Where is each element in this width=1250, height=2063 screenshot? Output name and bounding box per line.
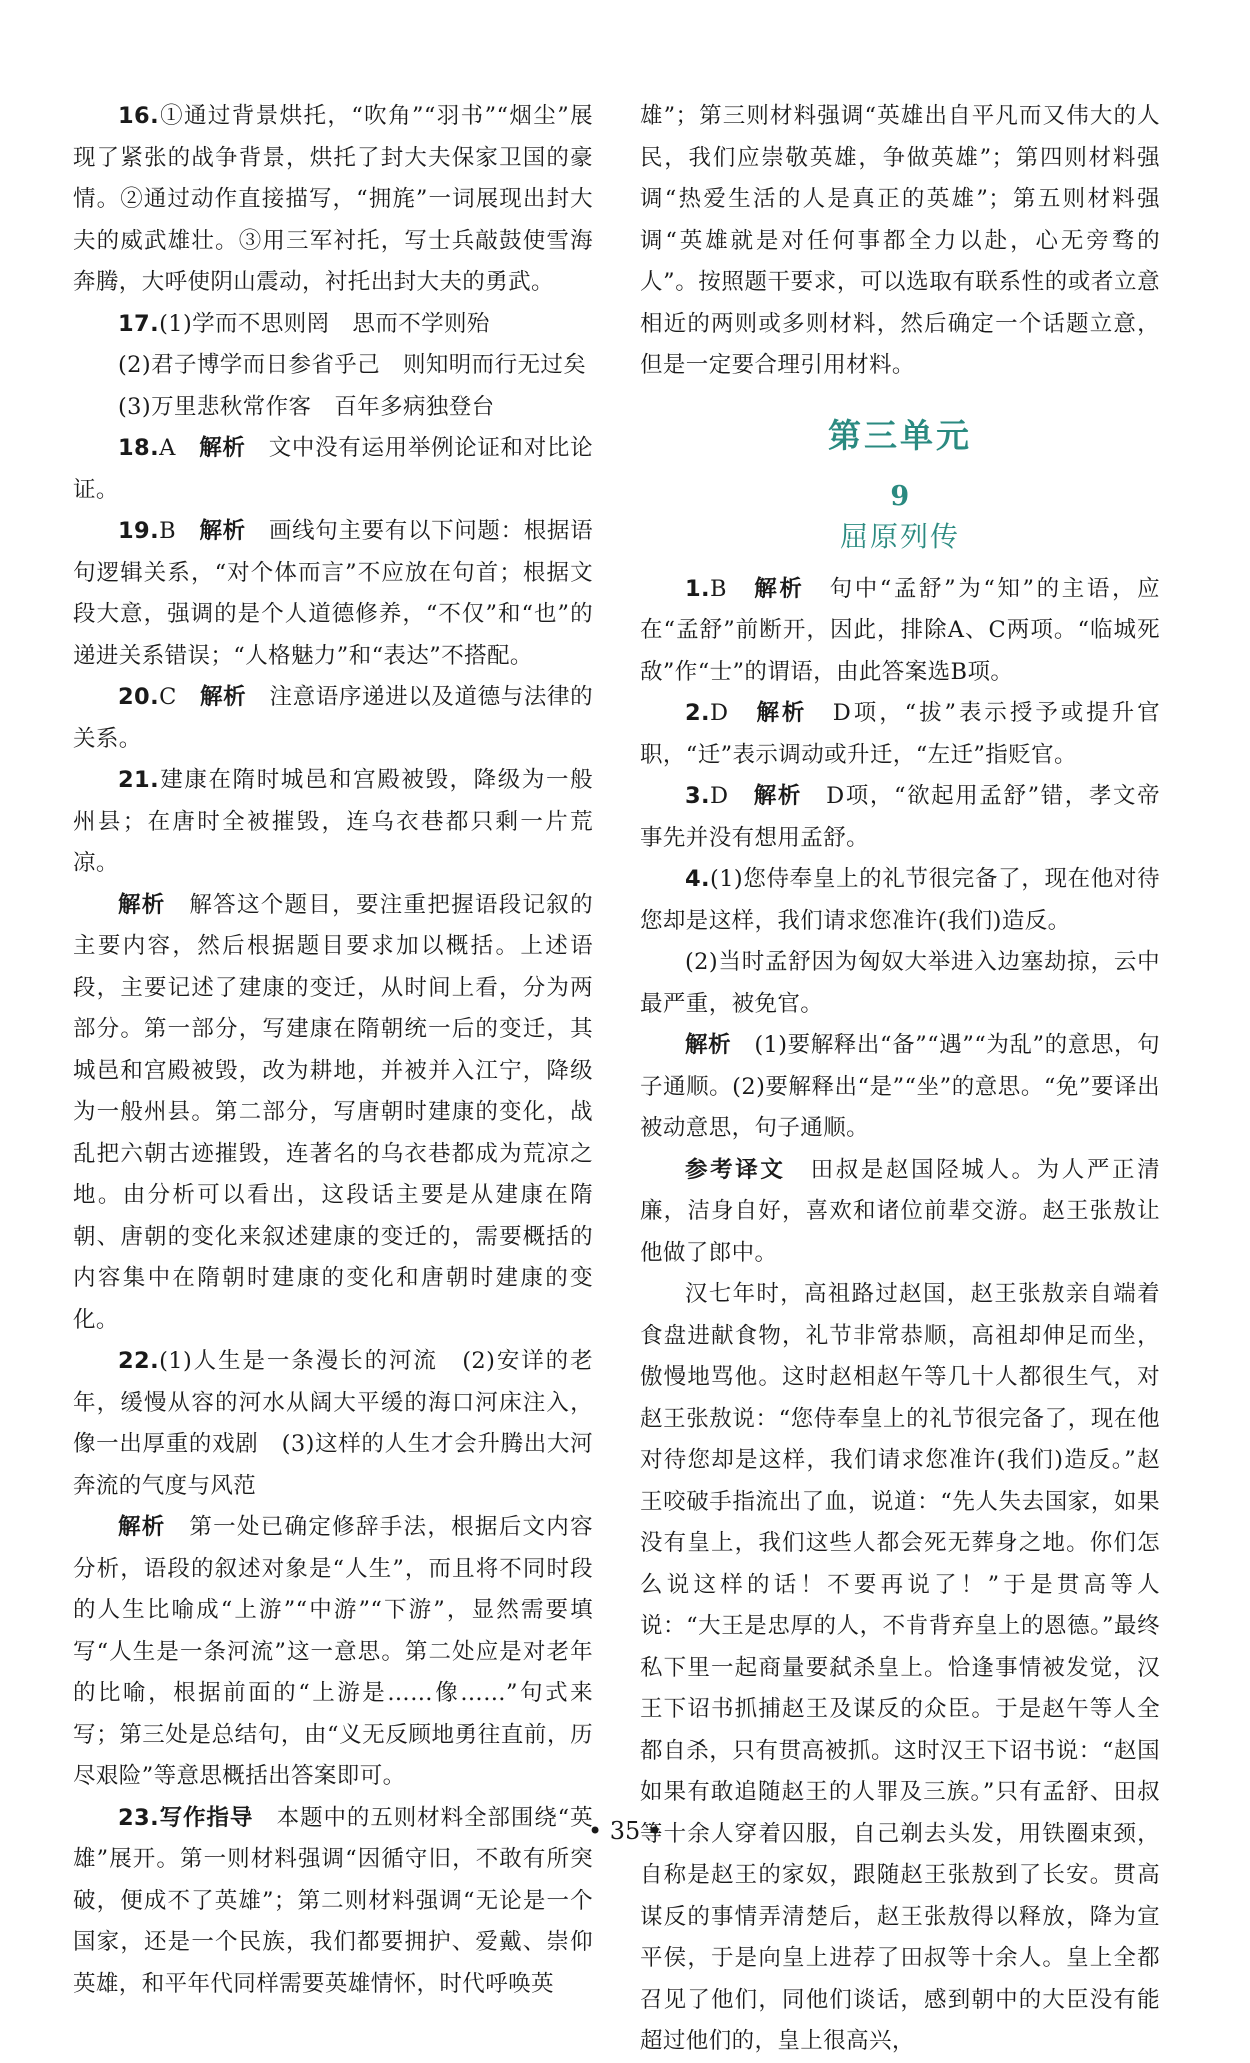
left-column (73, 96, 593, 2005)
analysis-text: 句中“孟舒”为“知”的主语，应在“孟舒”前断开，因此，排除A、C两项。“临城死敌”作“士”的谓语，由此答案选B项。 (640, 575, 1160, 685)
answer-text: ①通过背景烘托，“吹角”“羽书”“烟尘”展现了紧张的战争背景，烘托了封大夫保家卫国的豪情。②通过动作直接描写，“拥旄”一词展现出封大夫的威武雄壮。③用三军衬托，写士兵敲鼓使雪海奔腾，大呼使阴山震动，衬托出封大夫的勇武。 (73, 103, 593, 295)
column-divider (612, 90, 613, 1790)
analysis-text: 文中没有运用举例论证和对比论证。 (73, 435, 593, 503)
answer-choice: C (159, 684, 177, 710)
analysis-label: 解析 (118, 891, 166, 918)
answer-text: 本题中的五则材料全部围绕“英雄”展开。第一则材料强调“因循守旧，不敢有所突破，便成不了英雄”；第二则材料强调“无论是一个国家，还是一个民族，我们都要拥护、爱戴、崇仰英雄，和平年代同样需要英雄情怀，时代呼唤英 (73, 1804, 593, 1997)
translation-paragraph-1 (640, 1150, 1160, 1275)
lesson-number: 9 (890, 480, 910, 512)
question-number: 20. (118, 684, 160, 710)
question-number: 22. (118, 1348, 160, 1374)
question-number: 4. (685, 866, 711, 892)
analysis-label: 解析 (754, 575, 805, 602)
answer-17-part2: (2)君子博学而日参省乎己 则知明而行无过矣 (118, 352, 587, 378)
answer-17 (73, 304, 593, 346)
translation-paragraph-2: 汉七年时，高祖路过赵国，赵王张敖亲自端着食盘进献食物，礼节非常恭顺，高祖却伸足而坐，傲慢地骂他。这时赵相赵午等几十人都很生气，对赵王张敖说：“您侍奉皇上的礼节很完备了，现在他对待您却是这样，我们请求您准许(我们)造反。”赵王咬破手指流出了血，说道：“先人失去国家，如果没有皇上，我们这些人都会死无葬身之地。你们怎么说这样的话！不要再说了！”于是贯高等人说：“大王是忠厚的人，不肯背弃皇上的恩德。”最终私下里一起商量要弑杀皇上。恰逢事情被发觉，汉王下诏书抓捕赵王及谋反的众臣。于是赵午等人全都自杀，只有贯高被抓。这时汉王下诏书说：“赵国如果有敢追随赵王的人罪及三族。”只有孟舒、田叔等十余人穿着囚服，自己剃去头发，用铁圈束颈，自称是赵王的家奴，跟随赵王张敖到了长安。贯高谋反的事情弄清楚后，赵王张敖得以释放，降为宣平侯，于是向皇上进荐了田叔等十余人。皇上全都召见了他们，同他们谈话，感到朝中的大臣没有能超过他们的，皇上很高兴， (640, 1281, 1160, 2054)
answer-23-continued: 雄”；第三则材料强调“英雄出自平凡而又伟大的人民，我们应崇敬英雄，争做英雄”；第四则材料强调“热爱生活的人是真正的英雄”；第五则材料强调“英雄就是对任何事都全力以赴，心无旁骛的人”。按照题干要求，可以选取有联系性的或者立意相近的两则或多则材料，然后确定一个话题立意，但是一定要合理引用材料。 (640, 103, 1160, 378)
analysis-label: 解析 (200, 684, 247, 710)
question-number: 19. (118, 518, 160, 544)
analysis-text: 画线句主要有以下问题：根据语句逻辑关系，“对个体而言”不应放在句首；根据文段大意，强调的是个人道德修养，“不仅”和“也”的递进关系错误；“人格魅力”和“表达”不搭配。 (73, 518, 593, 669)
writing-guide-label: 写作指导 (159, 1804, 254, 1831)
answer-17-part3: (3)万里悲秋常作客 百年多病独登台 (118, 393, 495, 420)
translation-text: 田叔是赵国陉城人。为人严正清廉，洁身自好，喜欢和诸位前辈交游。赵王张敖让他做了郎中。 (640, 1156, 1160, 1266)
analysis-label: 解析 (199, 435, 246, 461)
answer-22-analysis (73, 1507, 593, 1798)
lesson-answer-3 (640, 776, 1160, 859)
answer-21 (73, 760, 593, 885)
translation-label: 参考译文 (685, 1156, 786, 1183)
answer-text: (1)学而不思则罔 思而不学则殆 (159, 310, 490, 337)
answer-choice: B (710, 575, 727, 602)
analysis-text: D项，“欲起用孟舒”错，孝文帝事先并没有想用孟舒。 (640, 783, 1160, 851)
analysis-text: 解答这个题目，要注重把握语段记叙的主要内容，然后根据题目要求加以概括。上述语段，主要记述了建康的变迁，从时间上看，分为两部分。第一部分，写建康在隋朝统一后的变迁，其城邑和宫殿被毁，改为耕地，并被并入江宁，降级为一般州县。第二部分，写唐朝时建康的变化，战乱把六朝古迹摧毁，连著名的乌衣巷都成为荒凉之地。由分析可以看出，这段话主要是从建康在隋朝、唐朝的变化来叙述建康的变迁的，需要概括的内容集中在隋朝时建康的变化和唐朝时建康的变化。 (73, 891, 593, 1333)
answer-choice: A (159, 435, 176, 461)
answer-text: 建康在隋时城邑和宫殿被毁，降级为一般州县；在唐时全被摧毁，连乌衣巷都只剩一片荒凉。 (73, 767, 593, 876)
question-number: 16. (118, 103, 160, 129)
answer-22 (73, 1341, 593, 1507)
answer-21-analysis (73, 885, 593, 1342)
analysis-text: 第一处已确定修辞手法，根据后文内容分析，语段的叙述对象是“人生”，而且将不同时段的人生比喻成“上游”“中游”“下游”，显然需要填写“人生是一条河流”这一意思。第二处应是对老年的比喻，根据前面的“上游是……像……”句式来写；第三处是总结句，由“义无反顾地勇往直前，历尽艰险”等意思概括出答案即可。 (73, 1514, 593, 1789)
question-number: 17. (118, 310, 160, 337)
question-number: 21. (118, 767, 160, 793)
question-number: 2. (685, 700, 711, 726)
lesson-answer-4 (640, 859, 1160, 942)
analysis-label: 解析 (118, 1514, 166, 1540)
lesson-answer-1 (640, 569, 1160, 694)
right-column (640, 96, 1160, 2063)
answer-20 (73, 677, 593, 760)
answer-choice: D (710, 700, 729, 726)
question-number: 3. (685, 783, 711, 809)
analysis-text: D项，“拔”表示授予或提升官职，“迁”表示调动或升迁，“左迁”指贬官。 (640, 700, 1160, 768)
lesson-answer-2 (640, 693, 1160, 776)
answer-text: (1)您侍奉皇上的礼节很完备了，现在他对待您却是这样，我们请求您准许(我们)造反。 (640, 866, 1160, 934)
question-number: 1. (685, 575, 711, 602)
lesson-answer-4-analysis (640, 1025, 1160, 1150)
lesson-title: 屈原列传 (839, 519, 960, 553)
answer-choice: B (159, 518, 176, 544)
question-number: 23. (118, 1804, 160, 1831)
page-number: • 35 • (587, 1817, 663, 1845)
analysis-label: 解析 (199, 518, 246, 544)
analysis-label: 解析 (753, 783, 802, 809)
analysis-text: (1)要解释出“备”“遇”“为乱”的意思，句子通顺。(2)要解释出“是”“坐”的意思。“免”要译出被动意思，句子通顺。 (640, 1032, 1160, 1141)
analysis-text: 注意语序递进以及道德与法律的关系。 (73, 684, 593, 752)
answer-text: (1)人生是一条漫长的河流 (2)安详的老年，缓慢从容的河水从阔大平缓的海口河床注入，像一出厚重的戏剧 (3)这样的人生才会升腾出大河奔流的气度与风范 (73, 1348, 593, 1499)
lesson-answer-4-part2: (2)当时孟舒因为匈奴大举进入边塞劫掠，云中最严重，被免官。 (640, 949, 1160, 1017)
unit-title: 第三单元 (828, 415, 972, 455)
analysis-label: 解析 (685, 1032, 732, 1058)
answer-19 (73, 511, 593, 677)
answer-choice: D (710, 783, 729, 809)
question-number: 18. (118, 435, 160, 461)
answer-18 (73, 428, 593, 511)
answer-16 (73, 96, 593, 304)
analysis-label: 解析 (756, 700, 808, 726)
